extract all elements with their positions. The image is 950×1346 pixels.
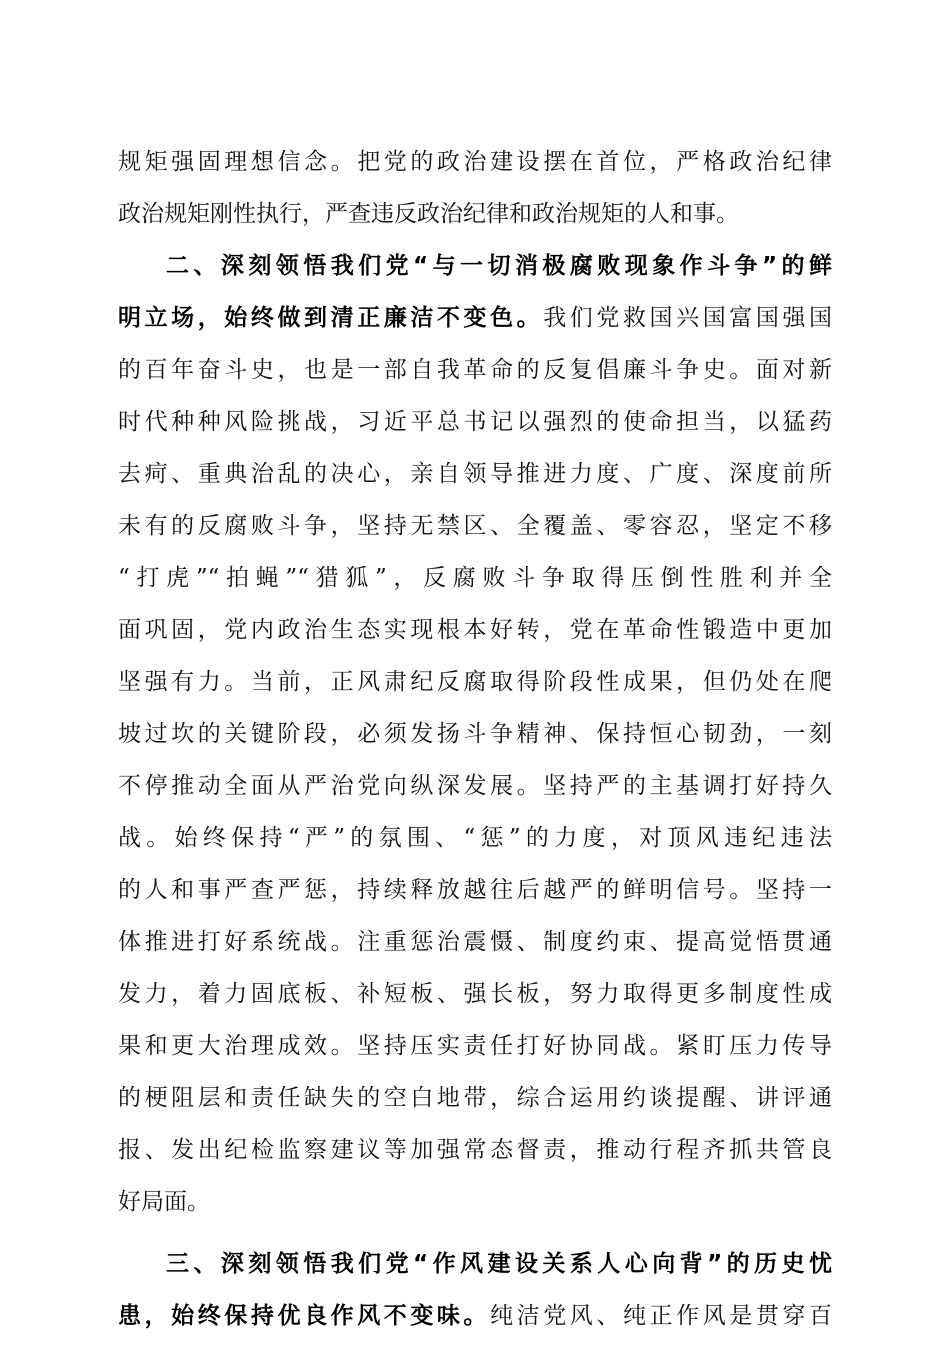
section-heading: 二、深刻领悟我们党“与一切消极腐败现象作斗争”的鲜 <box>166 253 832 279</box>
line-text: 时代种种风险挑战，习近平总书记以强烈的使命担当，以猛药 <box>118 409 832 435</box>
text-line <box>118 660 832 712</box>
text-line <box>118 504 832 556</box>
text-line <box>118 1024 832 1076</box>
text-line <box>118 868 832 920</box>
text-line <box>118 1180 832 1232</box>
text-line <box>118 712 832 764</box>
line-text: 纯洁党风、纯正作风是贯穿百 <box>490 1303 833 1329</box>
line-text: 坡过坎的关键阶段，必须发扬斗争精神、保持恒心韧劲，一刻 <box>118 721 832 747</box>
line-text: 好局面。 <box>118 1189 210 1215</box>
line-text: 去疴、重典治乱的决心，亲自领导推进力度、广度、深度前所 <box>118 461 832 487</box>
text-line <box>118 1128 832 1180</box>
document-page <box>118 140 832 1346</box>
line-text: 规矩强固理想信念。把党的政治建设摆在首位，严格政治纪律 <box>118 149 832 175</box>
text-line <box>118 296 832 348</box>
heading-line <box>118 1242 832 1294</box>
paragraph-3 <box>118 1242 832 1346</box>
text-line <box>118 972 832 1024</box>
text-line <box>118 556 832 608</box>
text-line <box>118 764 832 816</box>
line-text: 报、发出纪检监察建议等加强常态督责，推动行程齐抓共管良 <box>118 1137 832 1163</box>
section-heading: 患，始终保持优良作风不变味。 <box>118 1303 491 1329</box>
line-text: 我们党救国兴国富国强国 <box>543 305 833 331</box>
text-line <box>118 608 832 660</box>
text-line <box>118 816 832 868</box>
section-heading: 三、深刻领悟我们党“作风建设关系人心向背”的历史忧 <box>166 1251 832 1277</box>
line-text: 的百年奋斗史，也是一部自我革命的反复倡廉斗争史。面对新 <box>118 357 832 383</box>
line-text: 不停推动全面从严治党向纵深发展。坚持严的主基调打好持久 <box>118 773 832 799</box>
text-line <box>118 348 832 400</box>
text-line <box>118 1294 832 1346</box>
section-heading: 明立场，始终做到清正廉洁不变色。 <box>118 305 544 331</box>
line-text: 果和更大治理成效。坚持压实责任打好协同战。紧盯压力传导 <box>118 1033 832 1059</box>
text-line <box>118 140 832 192</box>
line-text: 体推进打好系统战。注重惩治震慑、制度约束、提高觉悟贯通 <box>118 929 832 955</box>
line-text: 未有的反腐败斗争，坚持无禁区、全覆盖、零容忍，坚定不移 <box>118 513 832 539</box>
paragraph-2 <box>118 244 832 1232</box>
text-line <box>118 400 832 452</box>
line-text: 的人和事严查严惩，持续释放越往后越严的鲜明信号。坚持一 <box>118 877 832 903</box>
text-line <box>118 192 832 244</box>
line-text: 政治规矩刚性执行，严查违反政治纪律和政治规矩的人和事。 <box>118 201 739 227</box>
paragraph-1 <box>118 140 832 244</box>
line-text: 坚强有力。当前，正风肃纪反腐取得阶段性成果，但仍处在爬 <box>118 669 832 695</box>
text-line <box>118 920 832 972</box>
line-text: 战。始终保持“严”的氛围、“惩”的力度，对顶风违纪违法 <box>118 825 832 851</box>
line-text: 发力，着力固底板、补短板、强长板，努力取得更多制度性成 <box>118 981 832 1007</box>
text-line <box>118 452 832 504</box>
heading-line <box>118 244 832 296</box>
line-text: “打虎”“拍蝇”“猎狐”，反腐败斗争取得压倒性胜利并全 <box>118 565 832 591</box>
line-text: 的梗阻层和责任缺失的空白地带，综合运用约谈提醒、讲评通 <box>118 1085 832 1111</box>
line-text: 面巩固，党内政治生态实现根本好转，党在革命性锻造中更加 <box>118 617 832 643</box>
text-line <box>118 1076 832 1128</box>
paragraph-gap <box>118 1232 832 1242</box>
